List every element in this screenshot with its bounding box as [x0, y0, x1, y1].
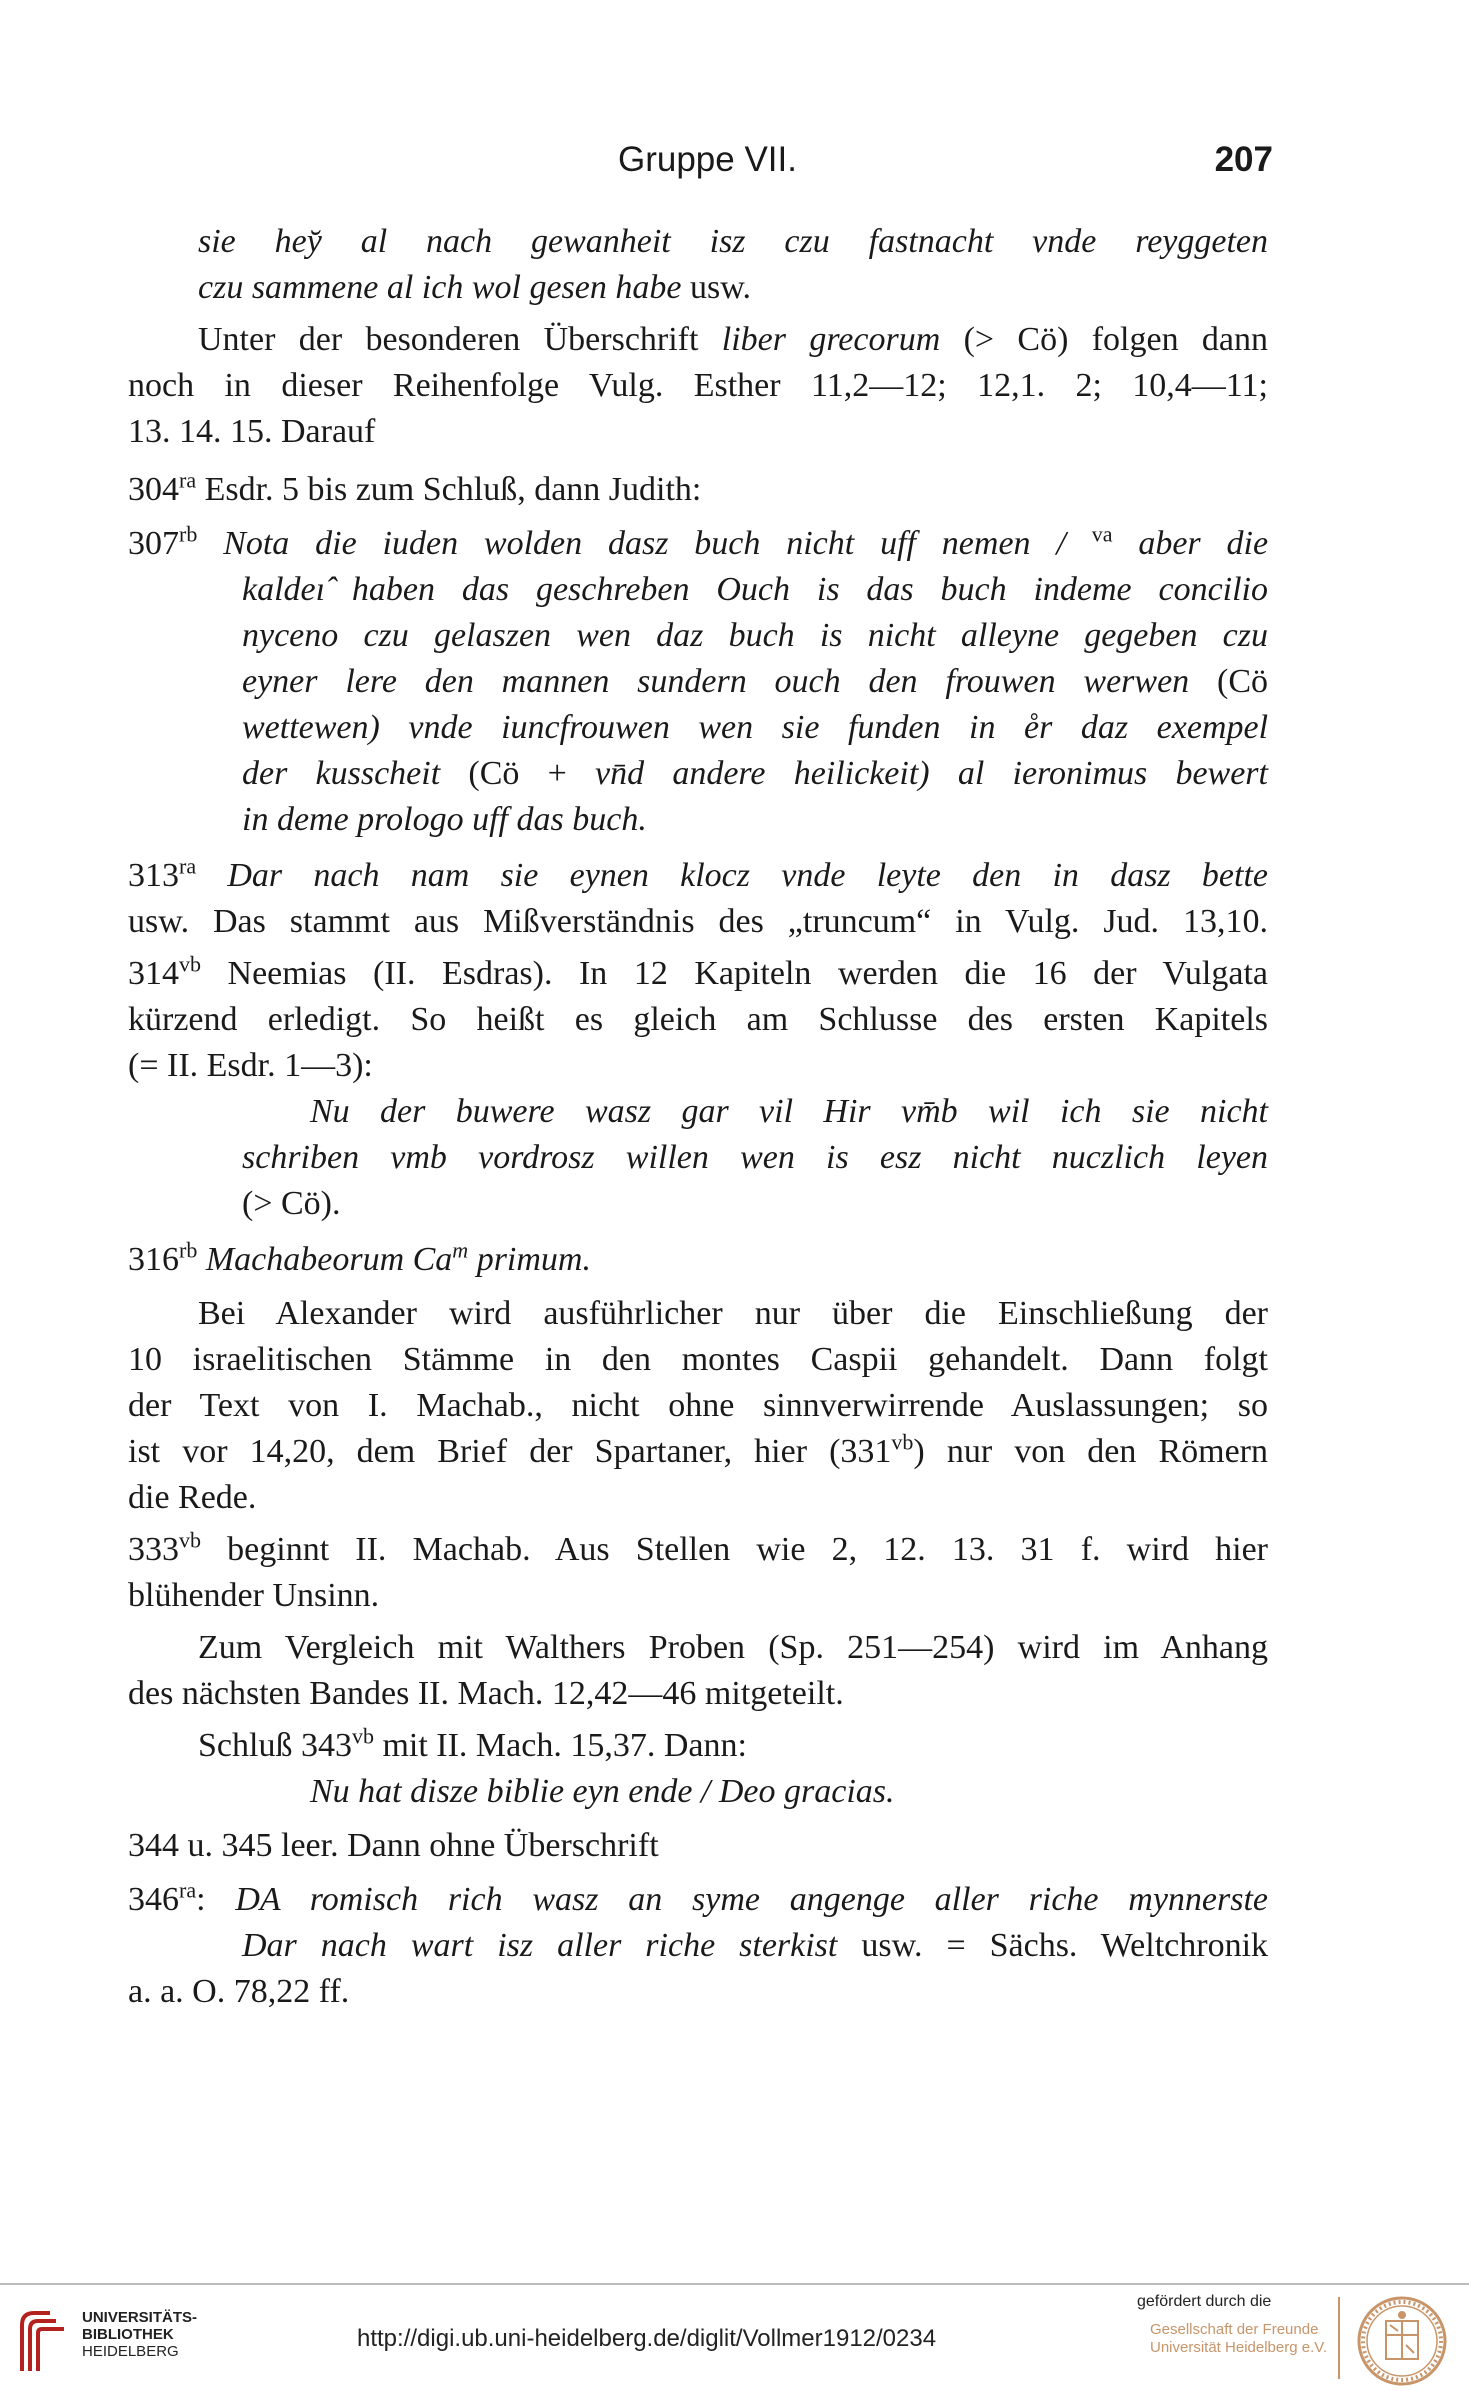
running-header: Gruppe VII.	[618, 140, 797, 179]
library-name-line: HEIDELBERG	[82, 2343, 179, 2360]
funded-by-label: gefördert durch die	[1137, 2293, 1272, 2310]
text-line: wettewen) vnde iuncfrouwen wen sie funden in e͏̊r daz exempel	[242, 709, 1269, 746]
text-line: $313^{ra}$ Dar nach nam sie eynen klocz vnde leyte den in dasz bette	[128, 853, 1268, 894]
text-line: schriben vmb vordrosz willen wen is esz nicht nuczlich leyen	[242, 1139, 1268, 1176]
text-line: eyner lere den mannen sundern ouch den frouwen werwen (Cö	[242, 663, 1269, 700]
permalink-url[interactable]: http://digi.ub.uni-heidelberg.de/diglit/Vollmer1912/0234	[357, 2325, 937, 2352]
text-line: 344 u. 345 leer. Dann ohne Überschrift	[128, 1827, 659, 1864]
text-line: (= II. Esdr. 1—3):	[128, 1047, 373, 1084]
text-line: Nu hat disze biblie eyn ende / Deo gracias.	[310, 1773, 895, 1810]
text-line: Schluß $343^{vb}$ mit II. Mach. 15,37. Dann:	[198, 1723, 747, 1764]
text-line: $314^{vb}$ Neemias (II. Esdras). In 12 Kapiteln werden die 16 der Vulgata	[128, 951, 1269, 992]
text-line: $307^{rb}$ Nota die iuden wolden dasz buch nicht uff nemen / $^{va}$ aber die	[128, 521, 1269, 562]
text-line: sie hey̆ al nach gewanheit isz czu fastnacht vnde reyggeten	[198, 223, 1268, 260]
text-line: kürzend erledigt. So heißt es gleich am Schlusse des ersten Kapitels	[128, 1001, 1268, 1038]
society-name-line: Universität Heidelberg e.V.	[1150, 2339, 1328, 2356]
text-line: in deme prologo uff das buch.	[242, 801, 647, 838]
society-name	[1150, 2321, 1327, 2357]
footer-divider	[0, 2283, 1469, 2285]
text-line: nyceno czu gelaszen wen daz buch is nicht alleyne gegeben czu	[242, 617, 1268, 654]
society-name-line: Gesellschaft der Freunde	[1150, 2321, 1319, 2338]
library-name-line: UNIVERSITÄTS-	[82, 2309, 198, 2326]
footer-bar	[0, 2283, 1469, 2391]
text-line: kaldeı̂ haben das geschreben Ouch is das buch indeme concilio	[242, 571, 1268, 608]
text-line: a. a. O. 78,22 ff.	[128, 1973, 350, 2010]
text-line: 10 israelitischen Stämme in den montes Caspii gehandelt. Dann folgt	[128, 1341, 1268, 1378]
text-line: die Rede.	[128, 1479, 257, 1516]
text-line: blühender Unsinn.	[128, 1577, 380, 1614]
text-line: $304^{ra}$ Esdr. 5 bis zum Schluß, dann Judith:	[128, 467, 702, 508]
text-line: Nu der buwere wasz gar vil Hir vm̄b wil ich sie nicht	[310, 1093, 1268, 1130]
text-line: $333^{vb}$ beginnt II. Machab. Aus Stellen wie 2, 12. 13. 31 f. wird hier	[128, 1527, 1268, 1568]
text-line: $316^{rb}$ Machabeorum Ca$^m$ primum.	[128, 1237, 591, 1278]
text-line: der Text von I. Machab., nicht ohne sinnverwirrende Auslassungen; so	[128, 1387, 1268, 1424]
library-name	[82, 2309, 197, 2360]
text-line: Unter der besonderen Überschrift liber grecorum (> Cö) folgen dann	[198, 321, 1269, 358]
page-number: 207	[1214, 140, 1273, 179]
university-seal-icon	[1356, 2295, 1448, 2387]
text-line: Zum Vergleich mit Walthers Proben (Sp. 251—254) wird im Anhang	[198, 1629, 1268, 1666]
text-line: $346^{ra}$: DA romisch rich wasz an syme angenge aller riche mynnerste	[128, 1877, 1268, 1918]
text-line: Bei Alexander wird ausführlicher nur über die Einschließung der	[198, 1295, 1268, 1332]
text-line: (> Cö).	[242, 1185, 341, 1222]
text-line: czu sammene al ich wol gesen habe usw.	[198, 269, 752, 306]
text-line: usw. Das stammt aus Mißverständnis des „truncum“ in Vulg. Jud. 13,10.	[128, 903, 1268, 940]
university-library-logo-icon	[16, 2305, 72, 2377]
text-line: Dar nach wart isz aller riche sterkist usw. = Sächs. Weltchronik	[242, 1927, 1269, 1964]
text-line: des nächsten Bandes II. Mach. 12,42—46 mitgeteilt.	[128, 1675, 844, 1712]
footer-separator	[1338, 2297, 1340, 2379]
text-line: 13. 14. 15. Darauf	[128, 413, 376, 450]
text-line: noch in dieser Reihenfolge Vulg. Esther 11,2—12; 12,1. 2; 10,4—11;	[128, 367, 1268, 404]
text-line: ist vor 14,20, dem Brief der Spartaner, hier $(331^{vb})$ nur von den Römern	[128, 1429, 1268, 1470]
text-line: der kusscheit (Cö + vn̄d andere heilickeit) al ieronimus bewert	[242, 755, 1268, 792]
library-name-line: BIBLIOTHEK	[82, 2326, 174, 2343]
